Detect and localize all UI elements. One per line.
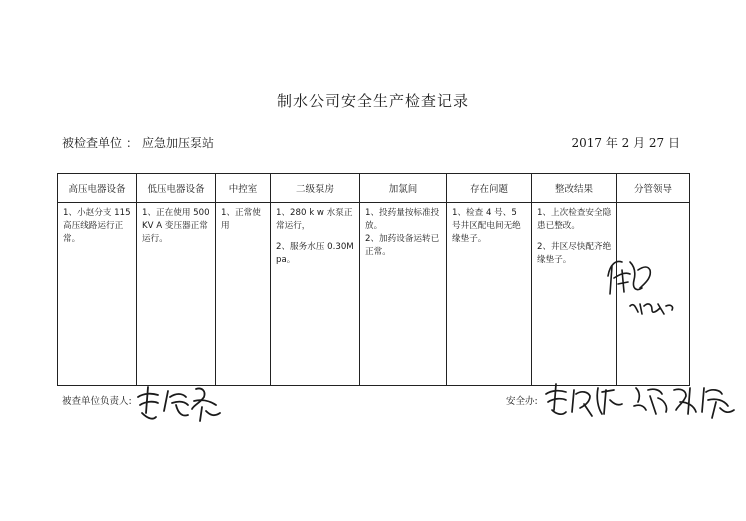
header-rectification: 整改结果 xyxy=(532,174,617,203)
cell-problem-text: 1、检查 4 号、5 号井区配电间无绝缘垫子。 xyxy=(452,208,521,244)
header-hv-equipment: 高压电器设备 xyxy=(58,174,137,203)
page-title: 制水公司安全生产检查记录 xyxy=(276,92,469,110)
table-row xyxy=(58,203,690,386)
header-pump-room: 二级泵房 xyxy=(271,174,360,203)
inspection-table xyxy=(57,173,690,386)
inspected-unit-value: 应急加压泵站 xyxy=(142,136,215,150)
cell-hv-text: 1、小赵分支 115 高压线路运行正常。 xyxy=(63,208,131,244)
cell-chlor-text: 1、投药量按标准投放。 2、加药设备运转已正常。 xyxy=(365,208,440,257)
cell-fix-item-1: 1、上次检查安全隐患已整改。 xyxy=(537,208,612,231)
cell-lv-equipment xyxy=(137,203,216,386)
header-problems: 存在问题 xyxy=(447,174,532,203)
header-leader: 分管领导 xyxy=(617,174,690,203)
cell-fix-item-2: 2、井区尽快配齐绝缘垫子。 xyxy=(537,242,612,265)
cell-pump-item-2: 2、服务水压 0.30Mpa。 xyxy=(276,242,354,265)
cell-chlorination-room xyxy=(360,203,447,386)
header-lv-equipment: 低压电器设备 xyxy=(137,174,216,203)
inspected-unit-colon: ： xyxy=(126,136,139,150)
safety-office-label: 安全办: xyxy=(506,396,538,407)
inspected-unit xyxy=(62,134,214,151)
header-control-room: 中控室 xyxy=(216,174,271,203)
cell-problems xyxy=(447,203,532,386)
header-chlorination-room: 加氯间 xyxy=(360,174,447,203)
table-header-row xyxy=(58,174,690,203)
cell-pump-item-1: 1、280 k w 水泵正常运行， xyxy=(276,208,353,231)
cell-hv-equipment xyxy=(58,203,137,386)
cell-pump-room xyxy=(271,203,360,386)
cell-ctrl-text: 1、正常使用 xyxy=(221,208,261,231)
inspected-unit-label: 被检查单位 xyxy=(62,136,123,150)
inspection-date: 2017 年 2 月 27 日 xyxy=(571,136,680,150)
responsible-label: 被查单位负责人: xyxy=(62,396,132,407)
cell-control-room xyxy=(216,203,271,386)
cell-lv-text: 1、正在使用 500KV A 变压器正常运行。 xyxy=(142,208,210,244)
